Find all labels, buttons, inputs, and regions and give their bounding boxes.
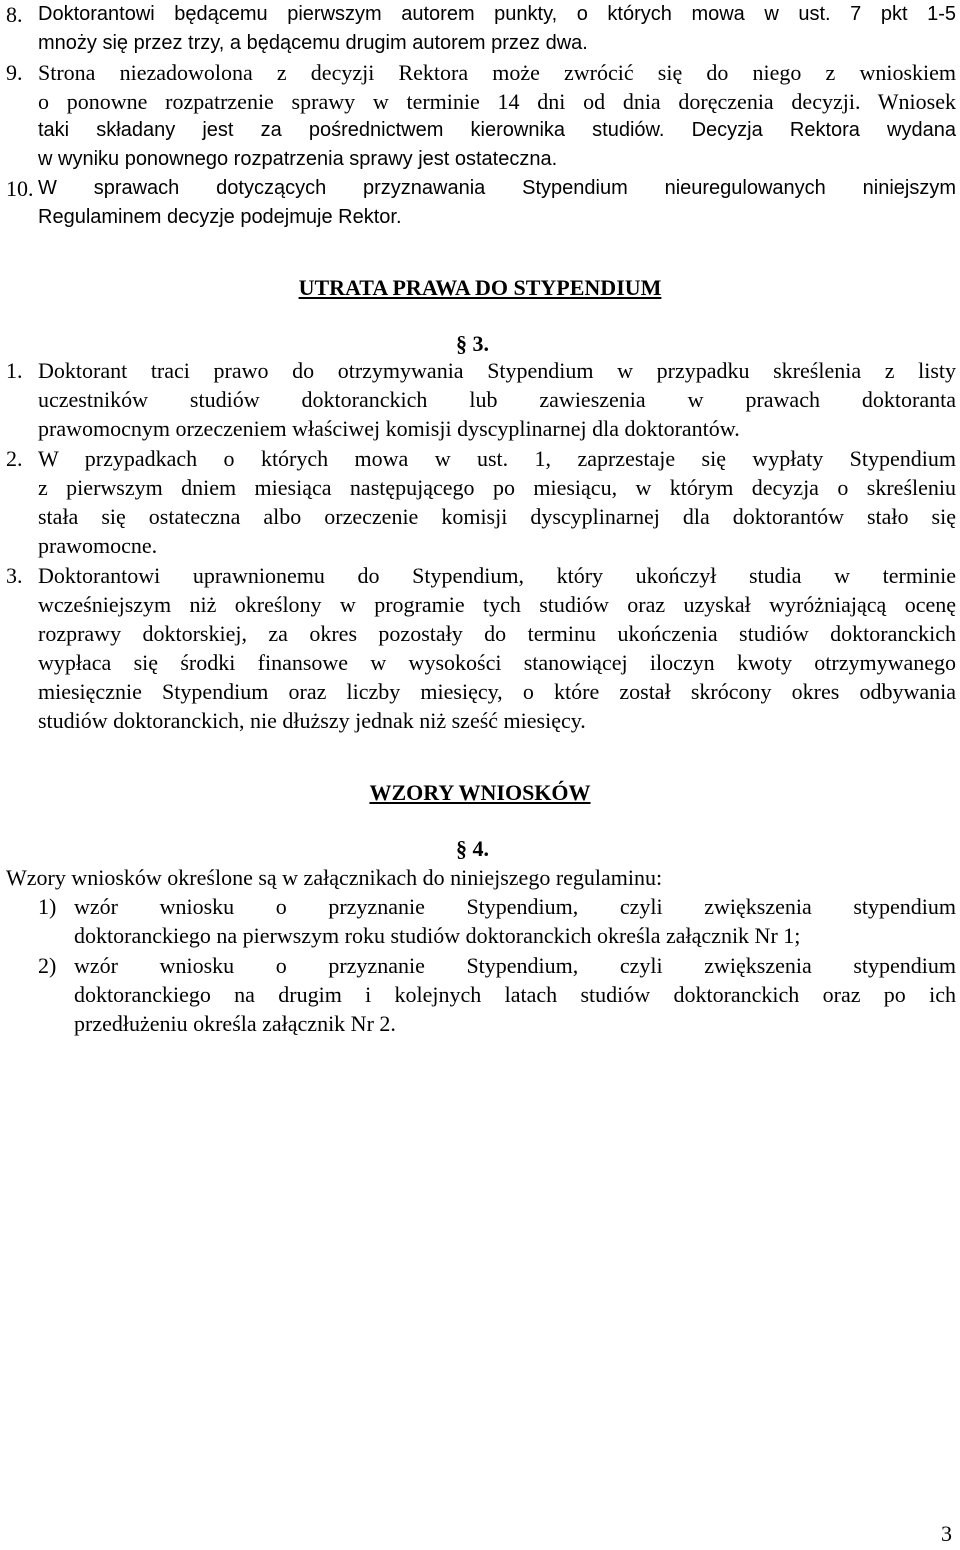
item-number: 8. xyxy=(6,2,23,27)
text-line: mnoży się przez trzy, a będącemu drugim autorem przez dwa. xyxy=(38,32,588,54)
text-line: stała się ostateczna albo orzeczenie komisji dyscyplinarnej dla doktorantów stało się xyxy=(38,504,956,529)
paragraph xyxy=(38,561,956,735)
text-line: prawomocnym orzeczeniem właściwej komisji dyscyplinarnej dla doktorantów. xyxy=(38,416,740,441)
paragraph xyxy=(74,951,956,1038)
item-number: 1) xyxy=(38,894,57,919)
section-mark: § 4. xyxy=(456,836,489,861)
text-line: taki składany jest za pośrednictwem kierownika studiów. Decyzja Rektora wydana xyxy=(38,119,956,141)
text-line: doktoranckiego na drugim i kolejnych latach studiów doktoranckich oraz po ich xyxy=(74,982,956,1007)
paragraph xyxy=(38,0,956,58)
text-line: Doktorant traci prawo do otrzymywania Stypendium w przypadku skreślenia z listy xyxy=(38,358,956,383)
item-number: 2. xyxy=(6,446,23,471)
item-number: 1. xyxy=(6,358,23,383)
section-heading: UTRATA PRAWA DO STYPENDIUM xyxy=(298,275,662,300)
paragraph xyxy=(38,174,956,232)
text-line: W sprawach dotyczących przyznawania Stypendium nieuregulowanych niniejszym xyxy=(38,177,956,199)
text-line: wypłaca się środki finansowe w wysokości stanowiącej iloczyn kwoty otrzymywanego xyxy=(38,650,956,675)
page-number: 3 xyxy=(941,1521,952,1546)
text-line: Doktorantowi będącemu pierwszym autorem punkty, o których mowa w ust. 7 pkt 1-5 xyxy=(38,3,956,25)
text-line: W przypadkach o których mowa w ust. 1, zaprzestaje się wypłaty Stypendium xyxy=(38,446,956,471)
text-line: z pierwszym dniem miesiąca następującego po miesiącu, w którym decyzja o skreśleniu xyxy=(38,475,956,500)
text-line: Regulaminem decyzje podejmuje Rektor. xyxy=(38,206,402,228)
text-line: uczestników studiów doktoranckich lub zawieszenia w prawach doktoranta xyxy=(38,387,956,412)
paragraph xyxy=(38,444,956,560)
item-number: 3. xyxy=(6,563,23,588)
item-number: 10. xyxy=(6,176,34,201)
text-line: Doktorantowi uprawnionemu do Stypendium, który ukończył studia w terminie xyxy=(38,563,956,588)
text-line: doktoranckiego na pierwszym roku studiów doktoranckich określa załącznik Nr 1; xyxy=(74,923,801,948)
item-number: 9. xyxy=(6,60,23,85)
text-line: wzór wniosku o przyznanie Stypendium, czyli zwiększenia stypendium xyxy=(74,953,956,978)
paragraph-intro xyxy=(6,863,956,892)
paragraph xyxy=(74,892,956,950)
section-heading: WZORY WNIOSKÓW xyxy=(369,780,591,805)
text-line: wzór wniosku o przyznanie Stypendium, czyli zwiększenia stypendium xyxy=(74,894,956,919)
paragraph xyxy=(38,356,956,443)
text-line: przedłużeniu określa załącznik Nr 2. xyxy=(74,1011,396,1036)
text-line: rozprawy doktorskiej, za okres pozostały do terminu ukończenia studiów doktoranckich xyxy=(38,621,956,646)
text-line: miesięcznie Stypendium oraz liczby miesięcy, o które został skrócony okres odbywania xyxy=(38,679,956,704)
text-line: Wzory wniosków określone są w załącznikach do niniejszego regulaminu: xyxy=(6,865,663,890)
paragraph xyxy=(38,58,956,174)
text-line: wcześniejszym niż określony w programie tych studiów oraz uzyskał wyróżniającą ocenę xyxy=(38,592,956,617)
text-line: prawomocne. xyxy=(38,533,158,558)
text-line: o ponowne rozpatrzenie sprawy w terminie 14 dni od dnia doręczenia decyzji. Wniosek xyxy=(38,89,956,114)
section-mark: § 3. xyxy=(456,331,489,356)
text-line: Strona niezadowolona z decyzji Rektora może zwrócić się do niego z wnioskiem xyxy=(38,60,956,85)
text-line: studiów doktoranckich, nie dłuższy jednak niż sześć miesięcy. xyxy=(38,708,586,733)
item-number: 2) xyxy=(38,953,57,978)
text-line: w wyniku ponownego rozpatrzenia sprawy jest ostateczna. xyxy=(38,148,558,170)
